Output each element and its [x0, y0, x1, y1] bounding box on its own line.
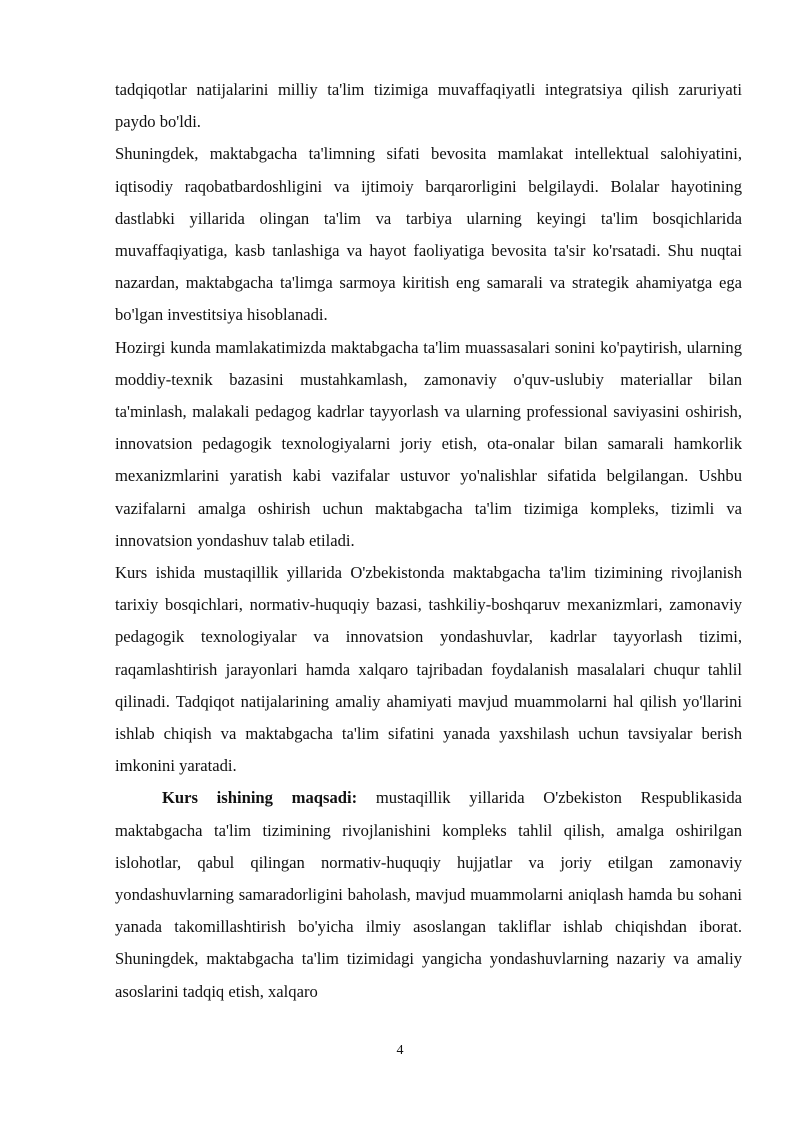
paragraph-4: Kurs ishida mustaqillik yillarida O'zbekistonda maktabgacha ta'lim tizimining rivojlanish tarixiy bosqichlari, normativ-huquqiy bazasi, tashkiliy-boshqaruv mexanizmlari, zamonaviy pedagogik texnologiyalar va innovatsion yondashuvlar, kadrlar tayyorlash tizimi, raqamlashtirish jarayonlari hamda xalqaro tajribadan foydalanish masalalari chuqur tahlil qilinadi. Tadqiqot natijalarining amaliy ahamiyati mavjud muammolarni hal qilish yo'llarini ishlab chiqish va maktabgacha ta'lim sifatini yanada yaxshilash uchun tavsiyalar berish imkonini yaratadi. — [115, 563, 742, 776]
paragraph-2: Shuningdek, maktabgacha ta'limning sifati bevosita mamlakat intellektual salohiyatini, iqtisodiy raqobatbardoshligini va ijtimoiy barqarorligini belgilaydi. Bolalar hayotining dastlabki yillarida olingan ta'lim va tarbiya ularning keyingi ta'lim bosqichlarida muvaffaqiyatiga, kasb tanlashiga va hayot faoliyatiga bevosita ta'sir ko'rsatadi. Shu nuqtai nazardan, maktabgacha ta'limga sarmoya kiritish eng samarali va strategik ahamiyatga ega bo'lgan investitsiya hisoblanadi. — [115, 144, 742, 325]
body-text — [115, 74, 742, 1008]
paragraph-1: tadqiqotlar natijalarini milliy ta'lim tizimiga muvaffaqiyatli integratsiya qilish zaruriyati paydo bo'ldi. — [115, 80, 742, 132]
goal-label: Kurs ishining maqsadi: — [162, 788, 358, 808]
goal-text: mustaqillik yillarida O'zbekiston Respublikasida maktabgacha ta'lim tizimining rivojlanishini kompleks tahlil qilish, amalga oshirilgan islohotlar, qabul qilingan normativ-huquqiy hujjatlar va joriy etilgan zamonaviy yondashuvlarning samaradorligini baholash, mavjud muammolarni aniqlash hamda bu sohani yanada takomillashtirish bo'yicha ilmiy asoslangan takliflar ishlab chiqishdan iborat. Shuningdek, maktabgacha ta'lim tizimidagi yangicha yondashuvlarning nazariy va amaliy asoslarini tadqiq etish, xalqaro — [115, 788, 742, 1001]
page-number: 4 — [396, 1043, 404, 1058]
goal-paragraph — [115, 782, 742, 1007]
paragraph-3: Hozirgi kunda mamlakatimizda maktabgacha ta'lim muassasalari sonini ko'paytirish, ularning moddiy-texnik bazasini mustahkamlash, zamonaviy o'quv-uslubiy materiallar bilan ta'minlash, malakali pedagog kadrlar tayyorlash va ularning professional saviyasini oshirish, innovatsion pedagogik texnologiyalarni joriy etish, ota-onalar bilan samarali hamkorlik mexanizmlarini yaratish kabi vazifalar ustuvor yo'nalishlar sifatida belgilangan. Ushbu vazifalarni amalga oshirish uchun maktabgacha ta'lim tizimiga kompleks, tizimli va innovatsion yondashuv talab etiladi. — [115, 337, 742, 550]
